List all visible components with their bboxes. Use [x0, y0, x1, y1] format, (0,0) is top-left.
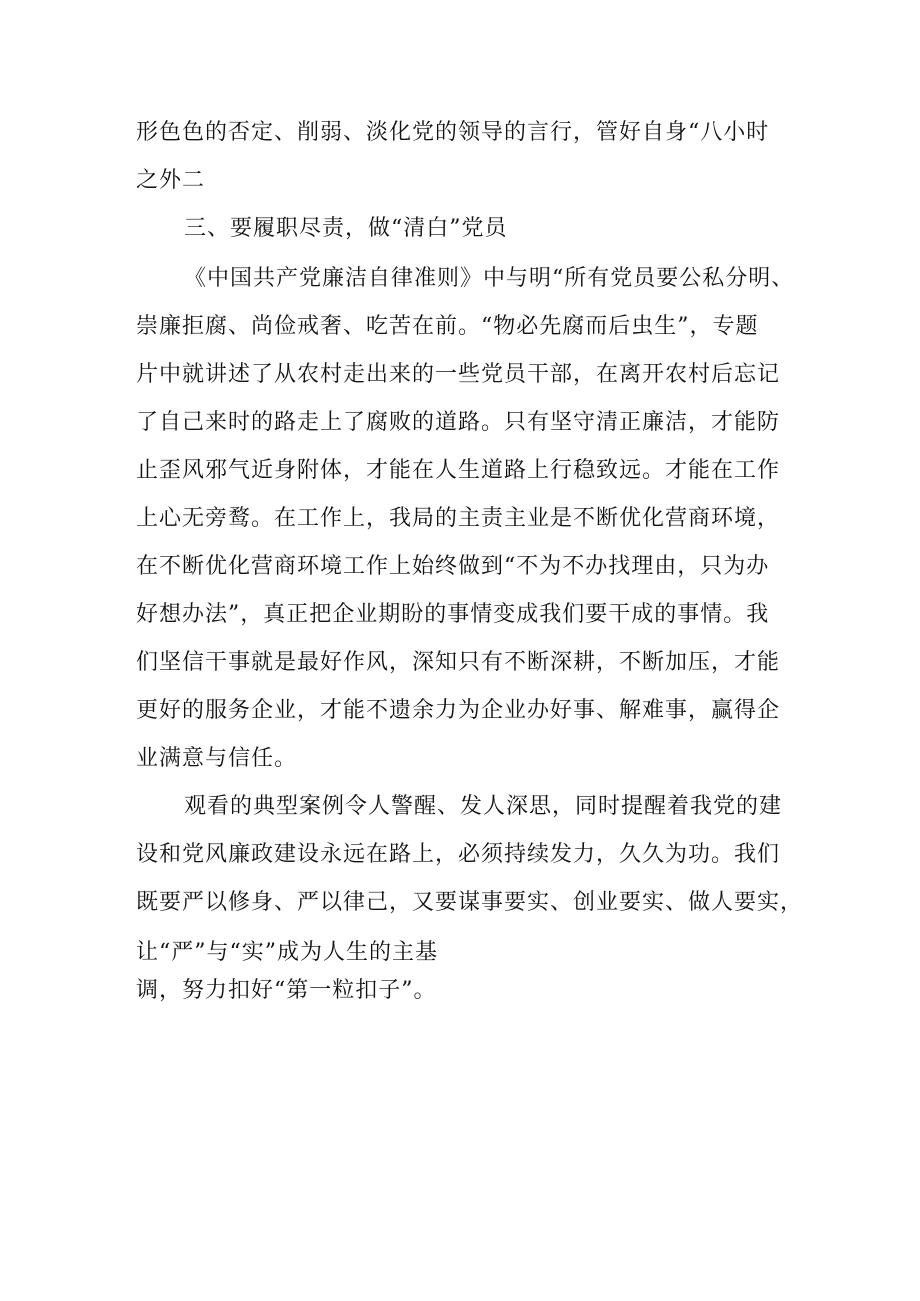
- text-line: 形色色的否定、削弱、淡化党的领导的言行，管好自身“八小时: [136, 120, 770, 145]
- text-line: 观看的典型案例令人警醒、发人深思，同时提醒着我党的建: [184, 794, 783, 819]
- text-line: 设和党风廉政建设永远在路上，必须持续发力，久久为功。我们: [136, 842, 781, 867]
- text-line: 上心无旁鹜。在工作上，我局的主责主业是不断优化营商环境，: [136, 506, 781, 531]
- text-line: 《中国共产党廉洁自律准则》中与明“所有党员要公私分明、: [184, 266, 795, 291]
- text-line: 既要严以修身、严以律己，又要谋事要实、创业要实、做人要实，: [136, 890, 804, 915]
- text-line: 崇廉拒腐、尚俭戒奢、吃苦在前。“物必先腐而后虫生”，专题: [136, 314, 759, 339]
- text-line: 了自己来时的路走上了腐败的道路。只有坚守清正廉洁，才能防: [136, 410, 781, 435]
- text-line: 在不断优化营商环境工作上始终做到“不为不办找理由，只为办: [136, 554, 770, 579]
- text-line: 们坚信干事就是最好作风，深知只有不断深耕，不断加压，才能: [136, 650, 781, 675]
- text-line: 片中就讲述了从农村走出来的一些党员干部，在离开农村后忘记: [136, 362, 781, 387]
- section-heading: 三、要履职尽责，做“清白”党员: [184, 216, 508, 241]
- text-line: 好想办法”，真正把企业期盼的事情变成我们要干成的事情。我: [136, 602, 770, 627]
- text-line: 让“严”与“实”成为人生的主基: [136, 940, 438, 965]
- text-line: 业满意与信任。: [136, 746, 298, 771]
- text-line: 止歪风邪气近身附体，才能在人生道路上行稳致远。才能在工作: [136, 458, 781, 483]
- text-line: 调，努力扣好“第一粒扣子”。: [136, 978, 437, 1003]
- text-line: 之外二: [136, 168, 206, 193]
- text-line: 更好的服务企业，才能不遗余力为企业办好事、解难事，赢得企: [136, 698, 781, 723]
